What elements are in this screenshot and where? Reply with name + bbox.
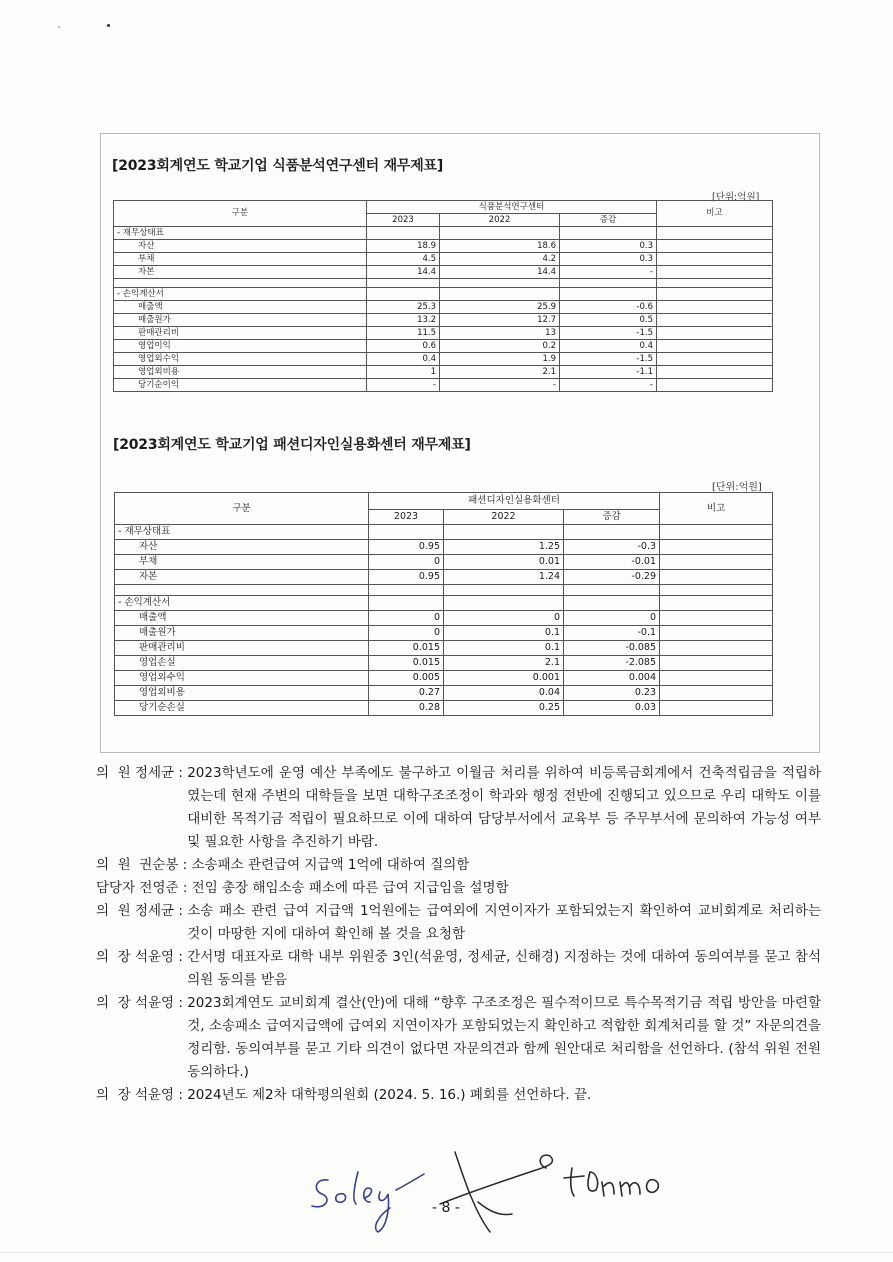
value-2023: 0 bbox=[369, 555, 444, 570]
table-row bbox=[115, 641, 773, 656]
value-2022: 0.001 bbox=[444, 671, 564, 686]
speaker: 의 원 권순봉 : bbox=[96, 857, 192, 873]
table-row bbox=[115, 701, 773, 716]
header-group: 식품분석연구센터 bbox=[367, 201, 657, 214]
value-2022: 1.25 bbox=[444, 540, 564, 555]
table-row bbox=[115, 525, 773, 540]
row-label: 영업이익 bbox=[114, 340, 367, 353]
value-2023: 25.3 bbox=[367, 301, 440, 314]
value-2022 bbox=[444, 525, 564, 540]
row-label: 영업외수익 bbox=[115, 671, 369, 686]
statement: 2024년도 제2차 대학평의원회 (2024. 5. 16.) 폐회를 선언하다. 끝. bbox=[187, 1087, 592, 1103]
header-2022: 2022 bbox=[444, 510, 564, 525]
remark-cell bbox=[657, 279, 773, 288]
value-2022: - bbox=[440, 379, 560, 392]
remark-cell bbox=[660, 540, 773, 555]
row-label: 자산 bbox=[114, 240, 367, 253]
header-group: 패션디자인실용화센터 bbox=[369, 493, 660, 510]
speaker: 의 원 정세균 : bbox=[96, 903, 188, 919]
remark-cell bbox=[657, 253, 773, 266]
table-row bbox=[115, 596, 773, 611]
remark-cell bbox=[657, 266, 773, 279]
value-2023: 14.4 bbox=[367, 266, 440, 279]
value-2023: 0.4 bbox=[367, 353, 440, 366]
remark-cell bbox=[660, 525, 773, 540]
value-2022: 0.01 bbox=[444, 555, 564, 570]
table2-title: [2023회계연도 학교기업 패션디자인실용화센터 재무제표] bbox=[113, 437, 471, 453]
remark-cell bbox=[657, 240, 773, 253]
row-label: 부채 bbox=[114, 253, 367, 266]
value-2022: 1.24 bbox=[444, 570, 564, 585]
value-change: -1.5 bbox=[560, 353, 657, 366]
row-label: 영업외비용 bbox=[114, 366, 367, 379]
row-label: 영업외비용 bbox=[115, 686, 369, 701]
row-label: 매출원가 bbox=[115, 626, 369, 641]
speaker: 의 장 석윤영 : bbox=[96, 1087, 188, 1103]
speaker: 의 장 석윤영 : bbox=[96, 995, 188, 1011]
value-2023: 18.9 bbox=[367, 240, 440, 253]
value-change bbox=[560, 227, 657, 240]
minutes-entry bbox=[96, 877, 821, 900]
value-2023: 0.6 bbox=[367, 340, 440, 353]
header-category: 구분 bbox=[114, 201, 367, 227]
value-change bbox=[564, 585, 660, 596]
row-label: - 손익계산서 bbox=[115, 596, 369, 611]
value-2022: 4.2 bbox=[440, 253, 560, 266]
statement: 전임 총장 해임소송 패소에 따른 급여 지급임을 설명함 bbox=[191, 880, 509, 896]
remark-cell bbox=[657, 353, 773, 366]
table-row bbox=[115, 585, 773, 596]
page-number: - 8 - bbox=[432, 1200, 460, 1216]
value-2022: 2.1 bbox=[444, 656, 564, 671]
remark-cell bbox=[660, 570, 773, 585]
remark-cell bbox=[660, 686, 773, 701]
value-2023: 0.95 bbox=[369, 570, 444, 585]
table1-title: [2023회계연도 학교기업 식품분석연구센터 재무제표] bbox=[112, 158, 444, 174]
row-label: 자본 bbox=[114, 266, 367, 279]
value-2023: 0.28 bbox=[369, 701, 444, 716]
header-2023: 2023 bbox=[369, 510, 444, 525]
row-label: 영업손실 bbox=[115, 656, 369, 671]
value-change: -0.1 bbox=[564, 626, 660, 641]
value-2023 bbox=[367, 279, 440, 288]
table-row bbox=[115, 555, 773, 570]
remark-cell bbox=[657, 227, 773, 240]
value-2023: 0.27 bbox=[369, 686, 444, 701]
value-change: 0.03 bbox=[564, 701, 660, 716]
value-2022: 14.4 bbox=[440, 266, 560, 279]
remark-cell bbox=[660, 555, 773, 570]
value-2023: 1 bbox=[367, 366, 440, 379]
remark-cell bbox=[657, 288, 773, 301]
remark-cell bbox=[657, 379, 773, 392]
table2 bbox=[114, 492, 773, 716]
value-2022: 0.25 bbox=[444, 701, 564, 716]
minutes-entry bbox=[96, 900, 821, 946]
value-2022 bbox=[444, 596, 564, 611]
remark-cell bbox=[660, 701, 773, 716]
table-row bbox=[115, 570, 773, 585]
value-2022: 18.6 bbox=[440, 240, 560, 253]
value-change: -0.085 bbox=[564, 641, 660, 656]
remark-cell bbox=[660, 626, 773, 641]
value-change bbox=[564, 525, 660, 540]
value-2022: 25.9 bbox=[440, 301, 560, 314]
value-change: - bbox=[560, 379, 657, 392]
remark-cell bbox=[657, 366, 773, 379]
signatures bbox=[300, 1142, 700, 1237]
table-row bbox=[115, 671, 773, 686]
remark-cell bbox=[660, 611, 773, 626]
row-label: 당기순이익 bbox=[114, 379, 367, 392]
remark-cell bbox=[660, 671, 773, 686]
value-2023 bbox=[367, 288, 440, 301]
value-2023 bbox=[367, 227, 440, 240]
header-category: 구분 bbox=[115, 493, 369, 525]
header-2023: 2023 bbox=[367, 214, 440, 227]
row-label: 영업외수익 bbox=[114, 353, 367, 366]
row-label: 판매관리비 bbox=[114, 327, 367, 340]
value-2023: 0.005 bbox=[369, 671, 444, 686]
signature-solege bbox=[312, 1172, 424, 1232]
value-2023: 11.5 bbox=[367, 327, 440, 340]
value-2022: 12.7 bbox=[440, 314, 560, 327]
table-row bbox=[114, 366, 773, 379]
table-row bbox=[114, 340, 773, 353]
table-row bbox=[114, 279, 773, 288]
row-label: 판매관리비 bbox=[115, 641, 369, 656]
statement: 2023학년도에 운영 예산 부족에도 불구하고 이월금 처리를 위하여 비등록금회계에서 건축적립금을 적립하였는데 현재 주변의 대학들을 보면 대학구조조정이 학과와 행정 전반에 진행되고 있으므로 우리 대학도 이를 대비한 목적기금 적립이 필요하므로 이에 대하여 담당부서에서 교육부 등 주무부서에 문의하여 가능성 여부 및 필요한 사항을 추진하기 바람. bbox=[187, 765, 821, 850]
value-change: 0.3 bbox=[560, 240, 657, 253]
table2-unit: [단위:억원] bbox=[712, 482, 762, 493]
header-remark: 비고 bbox=[660, 493, 773, 525]
table-row bbox=[114, 327, 773, 340]
value-change: -0.6 bbox=[560, 301, 657, 314]
header-change: 증감 bbox=[560, 214, 657, 227]
value-change bbox=[560, 279, 657, 288]
value-change: - bbox=[560, 266, 657, 279]
row-label: 매출원가 bbox=[114, 314, 367, 327]
table-row bbox=[114, 240, 773, 253]
table-row bbox=[114, 314, 773, 327]
value-change: 0.23 bbox=[564, 686, 660, 701]
value-2022 bbox=[444, 585, 564, 596]
scan-speck bbox=[107, 24, 110, 27]
value-change: 0.3 bbox=[560, 253, 657, 266]
remark-cell bbox=[657, 301, 773, 314]
statement: 2023회계연도 교비회계 결산(안)에 대해 “향후 구조조정은 필수적이므로 특수목적기금 적립 방안을 마련할 것, 소송패소 급여지급액에 급여외 지연이자가 포함되었는지 확인하고 적합한 회계처리를 할 것” 자문의견을 정리함. 동의여부를 묻고 기타 의견이 없다면 자문의견과 함께 원안대로 처리함을 선언하다. (참석 위원 전원 동의하다.) bbox=[187, 995, 821, 1080]
remark-cell bbox=[660, 585, 773, 596]
table-row bbox=[115, 540, 773, 555]
row-label: 자산 bbox=[115, 540, 369, 555]
table-row bbox=[114, 353, 773, 366]
speaker: 의 원 정세균 : bbox=[96, 765, 188, 781]
table-row bbox=[114, 288, 773, 301]
minutes-entry bbox=[96, 992, 821, 1084]
remark-cell bbox=[657, 340, 773, 353]
statement: 소송 패소 관련 급여 지급액 1억원에는 급여외에 지연이자가 포함되었는지 확인하여 교비회계로 처리하는 것이 마땅한 지에 대하여 확인해 볼 것을 요청함 bbox=[187, 903, 821, 942]
value-change: 0 bbox=[564, 611, 660, 626]
row-label: - 재무상태표 bbox=[115, 525, 369, 540]
value-2022: 1.9 bbox=[440, 353, 560, 366]
table1 bbox=[113, 200, 773, 392]
minutes-entry bbox=[96, 854, 821, 877]
statement: 소송패소 관련급여 지급액 1억에 대하여 질의함 bbox=[191, 857, 470, 873]
remark-cell bbox=[660, 641, 773, 656]
row-label bbox=[115, 585, 369, 596]
header-change: 증감 bbox=[564, 510, 660, 525]
value-2023 bbox=[369, 596, 444, 611]
row-label: 매출액 bbox=[115, 611, 369, 626]
value-2023: 0.015 bbox=[369, 656, 444, 671]
signature-cross bbox=[440, 1152, 552, 1232]
table1-unit: [단위:억원] bbox=[712, 192, 760, 203]
remark-cell bbox=[660, 656, 773, 671]
value-change: -0.3 bbox=[564, 540, 660, 555]
value-2023: 0.015 bbox=[369, 641, 444, 656]
row-label: - 재무상태표 bbox=[114, 227, 367, 240]
remark-cell bbox=[657, 327, 773, 340]
value-2023: 0 bbox=[369, 611, 444, 626]
table-row bbox=[114, 301, 773, 314]
value-change bbox=[560, 288, 657, 301]
value-2022: 0.1 bbox=[444, 641, 564, 656]
scan-edge bbox=[0, 1252, 893, 1253]
signature-hyonmo bbox=[564, 1168, 658, 1196]
speaker: 담당자 전영준 : bbox=[96, 880, 192, 896]
table-row bbox=[114, 253, 773, 266]
row-label: 당기순손실 bbox=[115, 701, 369, 716]
value-2022 bbox=[440, 288, 560, 301]
value-2022 bbox=[440, 227, 560, 240]
header-2022: 2022 bbox=[440, 214, 560, 227]
value-change: -1.1 bbox=[560, 366, 657, 379]
meeting-minutes bbox=[96, 762, 821, 1107]
scan-speck bbox=[58, 26, 60, 28]
value-2023 bbox=[369, 585, 444, 596]
value-2022: 0.1 bbox=[444, 626, 564, 641]
table-row bbox=[114, 266, 773, 279]
minutes-entry bbox=[96, 946, 821, 992]
speaker: 의 장 석윤영 : bbox=[96, 949, 188, 965]
row-label: 매출액 bbox=[114, 301, 367, 314]
value-change bbox=[564, 596, 660, 611]
value-2022: 0.04 bbox=[444, 686, 564, 701]
row-label: - 손익계산서 bbox=[114, 288, 367, 301]
row-label: 부채 bbox=[115, 555, 369, 570]
table-row bbox=[114, 379, 773, 392]
value-2023: 4.5 bbox=[367, 253, 440, 266]
value-2023: 0.95 bbox=[369, 540, 444, 555]
row-label: 자본 bbox=[115, 570, 369, 585]
value-2022: 0 bbox=[444, 611, 564, 626]
statement: 간서명 대표자로 대학 내부 위원중 3인(석윤영, 정세균, 신해경) 지정하는 것에 대하여 동의여부를 묻고 참석 의원 동의를 받음 bbox=[187, 949, 821, 988]
minutes-entry bbox=[96, 1084, 821, 1107]
row-label bbox=[114, 279, 367, 288]
value-2023: 13.2 bbox=[367, 314, 440, 327]
table-row bbox=[115, 626, 773, 641]
table-row bbox=[115, 611, 773, 626]
value-change: -0.29 bbox=[564, 570, 660, 585]
remark-cell bbox=[660, 596, 773, 611]
table-row bbox=[115, 656, 773, 671]
value-2023 bbox=[369, 525, 444, 540]
value-change: -0.01 bbox=[564, 555, 660, 570]
value-2023: 0 bbox=[369, 626, 444, 641]
value-change: -1.5 bbox=[560, 327, 657, 340]
table-row bbox=[115, 686, 773, 701]
header-remark: 비고 bbox=[657, 201, 773, 227]
value-2023: - bbox=[367, 379, 440, 392]
value-change: 0.4 bbox=[560, 340, 657, 353]
value-2022 bbox=[440, 279, 560, 288]
value-change: 0.004 bbox=[564, 671, 660, 686]
table-row bbox=[114, 227, 773, 240]
value-change: 0.5 bbox=[560, 314, 657, 327]
value-2022: 13 bbox=[440, 327, 560, 340]
minutes-entry bbox=[96, 762, 821, 854]
value-2022: 0.2 bbox=[440, 340, 560, 353]
value-change: -2.085 bbox=[564, 656, 660, 671]
value-2022: 2.1 bbox=[440, 366, 560, 379]
remark-cell bbox=[657, 314, 773, 327]
